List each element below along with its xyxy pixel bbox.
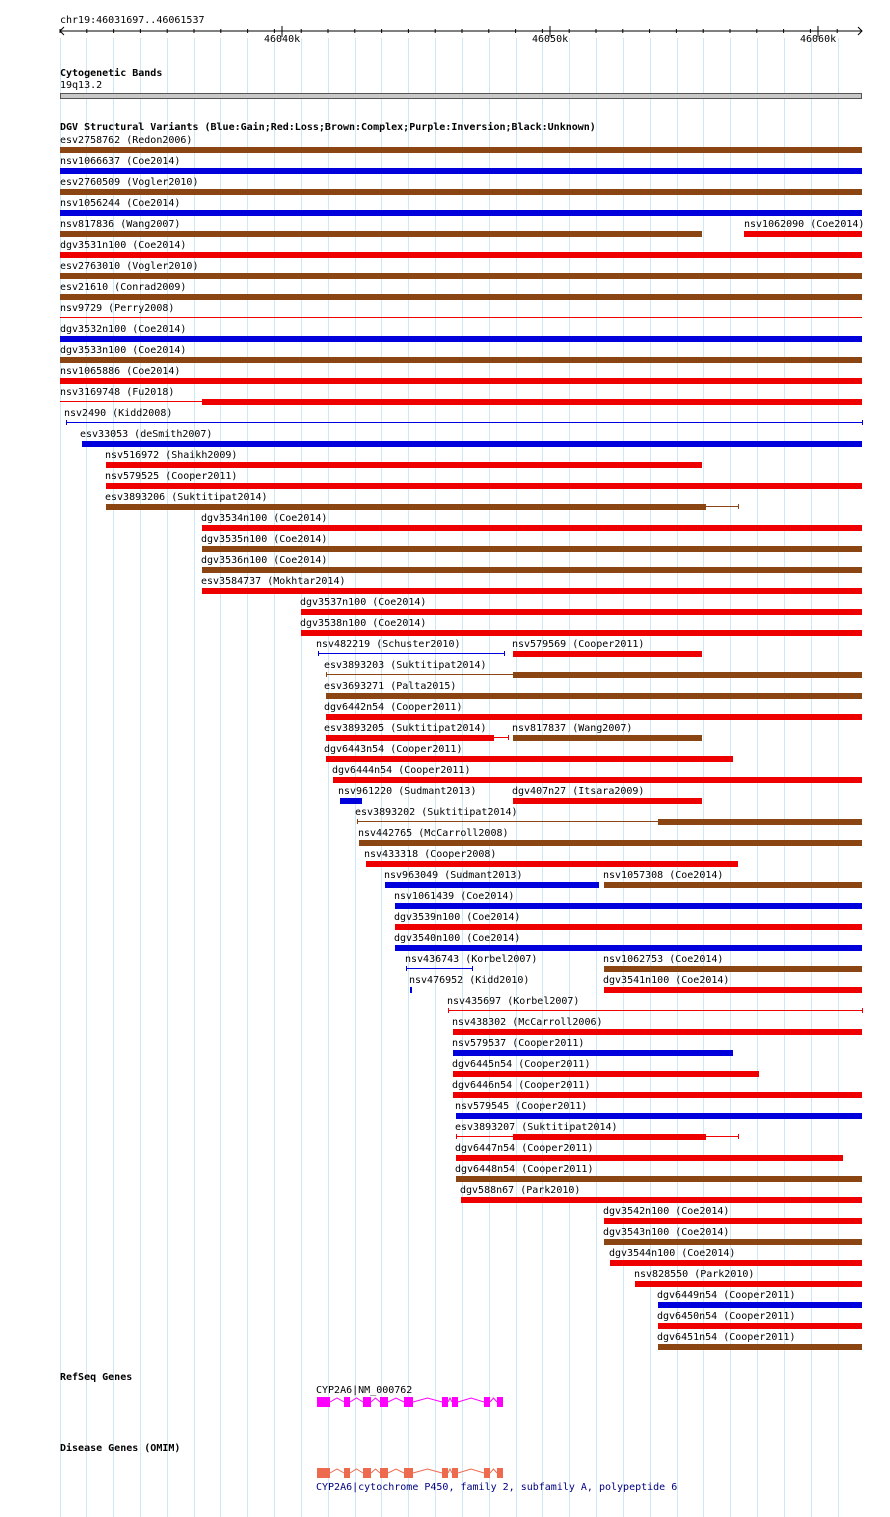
omim-gene-label: CYP2A6|cytochrome P450, family 2, subfamily A, polypeptide 6 — [316, 1482, 678, 1493]
variant-label: nsv516972 (Shaikh2009) — [105, 450, 238, 461]
variant-bar-outer[interactable] — [494, 737, 508, 738]
omim-track-title: Disease Genes (OMIM) — [60, 1443, 181, 1454]
variant-bar[interactable] — [513, 651, 702, 657]
exon-block — [452, 1468, 458, 1478]
variant-label: nsv828550 (Park2010) — [634, 1269, 755, 1280]
exon-block — [497, 1397, 503, 1407]
variant-bar[interactable] — [395, 945, 862, 951]
exon-block — [380, 1397, 388, 1407]
variant-bar[interactable] — [326, 756, 733, 762]
intron-line — [330, 1469, 344, 1473]
variant-bar[interactable] — [604, 966, 862, 972]
variant-label: nsv435697 (Korbel2007) — [447, 996, 580, 1007]
variant-label: dgv6443n54 (Cooper2011) — [324, 744, 463, 755]
variant-bar[interactable] — [318, 653, 504, 654]
intron-line — [413, 1469, 442, 1473]
variant-bar[interactable] — [604, 882, 862, 888]
variant-label: esv2763010 (Vogler2010) — [60, 261, 199, 272]
variant-label: nsv1062753 (Coe2014) — [603, 954, 724, 965]
variant-label: dgv3531n100 (Coe2014) — [60, 240, 187, 251]
variant-label: nsv817836 (Wang2007) — [60, 219, 181, 230]
variant-end-tick — [66, 420, 67, 425]
variant-label: esv3893202 (Suktitipat2014) — [355, 807, 518, 818]
variant-bar-outer[interactable] — [706, 506, 738, 507]
variant-label: esv3693271 (Palta2015) — [324, 681, 457, 692]
variant-bar[interactable] — [60, 252, 862, 258]
grid-line — [220, 38, 221, 1517]
variant-label: nsv963049 (Sudmant2013) — [384, 870, 523, 881]
exon-block — [363, 1468, 371, 1478]
variant-bar[interactable] — [513, 672, 862, 678]
variant-label: nsv817837 (Wang2007) — [512, 723, 633, 734]
variant-bar[interactable] — [513, 735, 702, 741]
intron-line — [388, 1398, 404, 1402]
variant-label: esv3893207 (Suktitipat2014) — [455, 1122, 618, 1133]
variant-label: nsv579569 (Cooper2011) — [512, 639, 645, 650]
variant-label: dgv3533n100 (Coe2014) — [60, 345, 187, 356]
variant-label: nsv1061439 (Coe2014) — [394, 891, 515, 902]
variant-bar[interactable] — [106, 462, 702, 468]
variant-bar[interactable] — [610, 1260, 862, 1266]
exon-block — [442, 1468, 448, 1478]
exon-block — [497, 1468, 503, 1478]
variant-bar[interactable] — [106, 504, 706, 510]
variant-bar[interactable] — [333, 777, 862, 783]
variant-bar[interactable] — [635, 1281, 862, 1287]
variant-bar[interactable] — [395, 924, 862, 930]
variant-label: dgv6448n54 (Cooper2011) — [455, 1164, 594, 1175]
grid-line — [113, 38, 114, 1517]
variant-bar[interactable] — [410, 987, 412, 993]
refseq-track-title: RefSeq Genes — [60, 1372, 133, 1383]
variant-label: dgv6450n54 (Cooper2011) — [657, 1311, 796, 1322]
variant-bar[interactable] — [385, 882, 599, 888]
variant-bar[interactable] — [604, 1218, 862, 1224]
intron-line — [490, 1469, 497, 1473]
variant-label: nsv436743 (Korbel2007) — [405, 954, 538, 965]
variant-label: nsv1062090 (Coe2014) — [744, 219, 865, 230]
exon-block — [363, 1397, 371, 1407]
variant-label: esv2758762 (Redon2006) — [60, 135, 193, 146]
variant-label: dgv3532n100 (Coe2014) — [60, 324, 187, 335]
variant-bar[interactable] — [60, 231, 702, 237]
variant-label: nsv579525 (Cooper2011) — [105, 471, 238, 482]
variant-bar[interactable] — [456, 1155, 843, 1161]
variant-label: dgv3541n100 (Coe2014) — [603, 975, 730, 986]
variant-bar[interactable] — [658, 1344, 862, 1350]
variant-label: esv21610 (Conrad2009) — [60, 282, 187, 293]
variant-end-tick — [862, 420, 863, 425]
variant-bar[interactable] — [513, 798, 702, 804]
intron-line — [388, 1469, 404, 1473]
cytoband-track-title: Cytogenetic Bands — [60, 68, 163, 79]
intron-line — [448, 1469, 452, 1473]
variant-bar[interactable] — [60, 168, 862, 174]
variant-label: nsv9729 (Perry2008) — [60, 303, 175, 314]
variant-label: dgv3537n100 (Coe2014) — [300, 597, 427, 608]
intron-line — [413, 1398, 442, 1402]
variant-label: esv33053 (deSmith2007) — [80, 429, 213, 440]
region-label: chr19:46031697..46061537 — [60, 15, 205, 26]
variant-label: dgv6451n54 (Cooper2011) — [657, 1332, 796, 1343]
variant-bar[interactable] — [604, 987, 862, 993]
variant-bar[interactable] — [60, 210, 862, 216]
variant-label: dgv3535n100 (Coe2014) — [201, 534, 328, 545]
variant-label: nsv438302 (McCarroll2006) — [452, 1017, 603, 1028]
variant-bar[interactable] — [60, 147, 862, 153]
variant-bar[interactable] — [60, 317, 862, 318]
variant-bar[interactable] — [60, 189, 862, 195]
variant-label: nsv961220 (Sudmant2013) — [338, 786, 477, 797]
variant-bar[interactable] — [456, 1176, 862, 1182]
variant-label: nsv442765 (McCarroll2008) — [358, 828, 509, 839]
variant-bar-inner[interactable] — [60, 401, 202, 402]
tick-label-46060k: 46060k — [800, 34, 837, 45]
variant-end-tick — [456, 1134, 457, 1139]
variant-label: nsv3169748 (Fu2018) — [60, 387, 175, 398]
grid-line — [194, 38, 195, 1517]
variant-label: esv2760509 (Vogler2010) — [60, 177, 199, 188]
variant-label: dgv3538n100 (Coe2014) — [300, 618, 427, 629]
intron-line — [458, 1469, 484, 1473]
variant-label: dgv3540n100 (Coe2014) — [394, 933, 521, 944]
exon-block — [344, 1468, 350, 1478]
variant-label: nsv1057308 (Coe2014) — [603, 870, 724, 881]
variant-bar[interactable] — [658, 819, 862, 825]
variant-bar[interactable] — [326, 693, 862, 699]
variant-label: nsv1065886 (Coe2014) — [60, 366, 181, 377]
variant-end-tick — [508, 735, 509, 740]
omim-gene-glyph[interactable] — [0, 1467, 890, 1479]
variant-label: nsv1066637 (Coe2014) — [60, 156, 181, 167]
exon-block — [452, 1397, 458, 1407]
variant-label: dgv6449n54 (Cooper2011) — [657, 1290, 796, 1301]
variant-bar[interactable] — [359, 840, 862, 846]
exon-block — [484, 1397, 490, 1407]
grid-line — [167, 38, 168, 1517]
exon-block — [344, 1397, 350, 1407]
variant-end-tick — [448, 1008, 449, 1013]
variant-label: dgv588n67 (Park2010) — [460, 1185, 581, 1196]
variant-bar[interactable] — [60, 336, 862, 342]
variant-bar[interactable] — [340, 798, 362, 804]
variant-end-tick — [738, 504, 739, 509]
exon-block — [404, 1468, 413, 1478]
variant-end-tick — [326, 672, 327, 677]
variant-bar[interactable] — [60, 273, 862, 279]
variant-label: dgv3536n100 (Coe2014) — [201, 555, 328, 566]
variant-label: nsv476952 (Kidd2010) — [409, 975, 530, 986]
variant-bar[interactable] — [202, 546, 862, 552]
intron-line — [490, 1398, 497, 1402]
variant-bar[interactable] — [604, 1239, 862, 1245]
variant-bar[interactable] — [461, 1197, 862, 1203]
variant-bar[interactable] — [66, 422, 862, 423]
variant-bar[interactable] — [453, 1050, 733, 1056]
variant-label: esv3893203 (Suktitipat2014) — [324, 660, 487, 671]
variant-bar[interactable] — [326, 735, 494, 741]
intron-line — [371, 1398, 380, 1402]
variant-bar-inner[interactable] — [326, 674, 513, 675]
variant-bar[interactable] — [658, 1323, 862, 1329]
variant-bar[interactable] — [326, 714, 862, 720]
variant-bar[interactable] — [453, 1029, 862, 1035]
variant-label: nsv433318 (Cooper2008) — [364, 849, 497, 860]
intron-line — [330, 1398, 344, 1402]
variant-label: dgv6446n54 (Cooper2011) — [452, 1080, 591, 1091]
cytoband-bar[interactable] — [60, 93, 862, 99]
variant-end-tick — [504, 651, 505, 656]
variant-bar-inner[interactable] — [456, 1136, 513, 1137]
variant-label: dgv3539n100 (Coe2014) — [394, 912, 521, 923]
exon-block — [317, 1397, 330, 1407]
variant-label: esv3893205 (Suktitipat2014) — [324, 723, 487, 734]
variant-label: dgv407n27 (Itsara2009) — [512, 786, 645, 797]
variant-bar[interactable] — [202, 525, 862, 531]
intron-line — [350, 1469, 363, 1473]
refseq-gene-glyph[interactable] — [0, 1396, 890, 1408]
variant-label: esv3893206 (Suktitipat2014) — [105, 492, 268, 503]
variant-bar[interactable] — [448, 1010, 862, 1011]
dgv-track-title: DGV Structural Variants (Blue:Gain;Red:Loss;Brown:Complex;Purple:Inversion;Black:Unknown) — [60, 122, 596, 133]
grid-line — [301, 38, 302, 1517]
intron-line — [371, 1469, 380, 1473]
variant-end-tick — [738, 1134, 739, 1139]
cytoband-label: 19q13.2 — [60, 80, 103, 91]
variant-end-tick — [357, 819, 358, 824]
variant-bar[interactable] — [513, 1134, 706, 1140]
variant-bar[interactable] — [202, 567, 862, 573]
variant-label: nsv1056244 (Coe2014) — [60, 198, 181, 209]
variant-bar-outer[interactable] — [706, 1136, 738, 1137]
variant-bar[interactable] — [744, 231, 862, 237]
exon-block — [442, 1397, 448, 1407]
variant-label: nsv482219 (Schuster2010) — [316, 639, 461, 650]
variant-bar[interactable] — [106, 483, 862, 489]
variant-label: nsv579545 (Cooper2011) — [455, 1101, 588, 1112]
variant-bar[interactable] — [82, 441, 862, 447]
variant-label: nsv2490 (Kidd2008) — [64, 408, 173, 419]
variant-bar[interactable] — [60, 357, 862, 363]
variant-bar[interactable] — [453, 1092, 862, 1098]
variant-bar[interactable] — [366, 861, 738, 867]
variant-bar[interactable] — [658, 1302, 862, 1308]
variant-bar[interactable] — [301, 630, 862, 636]
grid-line — [328, 38, 329, 1517]
variant-bar[interactable] — [395, 903, 862, 909]
refseq-gene-label: CYP2A6|NM_000762 — [316, 1385, 413, 1396]
variant-label: dgv6445n54 (Cooper2011) — [452, 1059, 591, 1070]
exon-block — [404, 1397, 413, 1407]
variant-label: dgv3534n100 (Coe2014) — [201, 513, 328, 524]
variant-bar[interactable] — [202, 399, 862, 405]
variant-label: dgv3542n100 (Coe2014) — [603, 1206, 730, 1217]
grid-line — [247, 38, 248, 1517]
variant-label: dgv6442n54 (Cooper2011) — [324, 702, 463, 713]
variant-bar[interactable] — [301, 609, 862, 615]
variant-label: dgv3544n100 (Coe2014) — [609, 1248, 736, 1259]
grid-line — [60, 38, 61, 1517]
exon-block — [317, 1468, 330, 1478]
variant-label: dgv6444n54 (Cooper2011) — [332, 765, 471, 776]
variant-end-tick — [472, 966, 473, 971]
variant-end-tick — [318, 651, 319, 656]
intron-line — [458, 1398, 484, 1402]
tick-label-46040k: 46040k — [264, 34, 301, 45]
variant-label: dgv6447n54 (Cooper2011) — [455, 1143, 594, 1154]
grid-line — [140, 38, 141, 1517]
variant-label: esv3584737 (Mokhtar2014) — [201, 576, 346, 587]
variant-bar[interactable] — [406, 968, 472, 969]
tick-label-46050k: 46050k — [532, 34, 569, 45]
variant-bar[interactable] — [60, 294, 862, 300]
exon-block — [380, 1468, 388, 1478]
variant-bar-inner[interactable] — [357, 821, 658, 822]
variant-label: dgv3543n100 (Coe2014) — [603, 1227, 730, 1238]
variant-bar[interactable] — [453, 1071, 759, 1077]
grid-line — [86, 38, 87, 1517]
variant-bar[interactable] — [60, 378, 862, 384]
variant-end-tick — [406, 966, 407, 971]
variant-label: nsv579537 (Cooper2011) — [452, 1038, 585, 1049]
intron-line — [448, 1398, 452, 1402]
grid-line — [274, 38, 275, 1517]
variant-bar[interactable] — [202, 588, 862, 594]
ruler-axis — [0, 26, 890, 40]
variant-bar[interactable] — [456, 1113, 862, 1119]
variant-end-tick — [862, 1008, 863, 1013]
intron-line — [350, 1398, 363, 1402]
exon-block — [484, 1468, 490, 1478]
